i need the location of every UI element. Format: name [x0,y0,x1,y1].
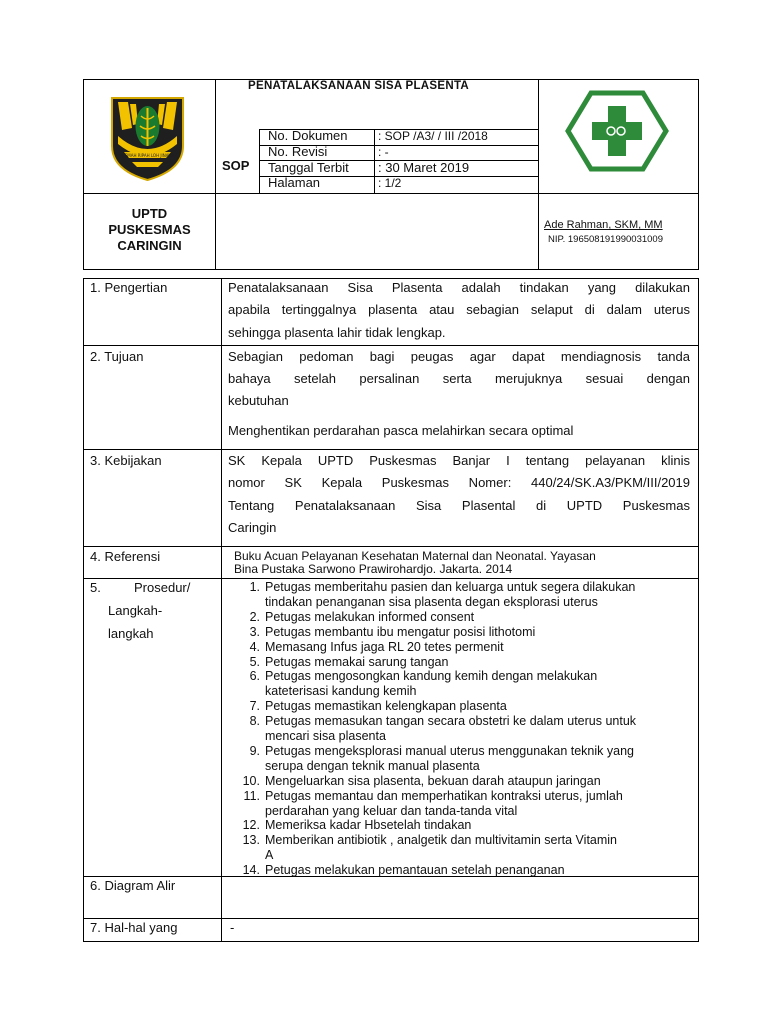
procedure-step-text: Petugas melakukan pemantauan setelah penanganan [265,863,565,878]
procedure-step-number: 5. [249,654,260,669]
org-name-line2: PUSKESMAS [108,222,191,237]
field-value-tanggal-terbit: : 30 Maret 2019 [378,160,470,175]
label-hal-hal: 7. Hal-hal yang [90,920,178,935]
row-separator-3 [83,546,699,547]
label-prosedur-langkah: Langkah- [108,603,163,618]
procedure-step-text: Memasang Infus jaga RL 20 tetes permenit [265,639,504,654]
header-divider-1 [215,79,216,270]
procedure-step-number: 12. [242,818,260,833]
tujuan-line-2: bahaya setelah persalinan serta merujuknya sesuai dengan [228,371,690,386]
procedure-step-number: 1. [249,580,260,594]
procedure-step-number: 9. [249,743,260,758]
body-bottom-border [83,941,699,942]
label-pengertian: 1. Pengertian [90,280,168,295]
pengertian-line-1: Penatalaksanaan Sisa Plasenta adalah tindakan yang dilakukan [228,280,690,295]
label-kebijakan: 3. Kebijakan [90,453,162,468]
label-diagram-alir: 6. Diagram Alir [90,878,176,893]
pengertian-line-2: apabila tertinggalnya plasenta atau sebagian selaput di dalam uterus [228,302,690,317]
row-separator-4 [83,578,699,579]
header-middle-line [83,193,699,194]
body-right-border [698,278,699,942]
regional-logo [108,94,187,182]
row-separator-6 [83,918,699,919]
procedure-step-text: Petugas melakukan informed consent [265,609,475,624]
pengertian-line-3: sehingga plasenta lahir tidak lengkap. [228,325,446,340]
referensi-line-1: Buku Acuan Pelayanan Kesehatan Maternal dan Neonatal. Yayasan [234,549,596,563]
field-label-halaman: Halaman [268,175,321,190]
row-separator-1 [83,345,699,346]
label-prosedur-number: 5. [90,580,101,595]
header-right-border [698,79,699,270]
procedure-step-number: 3. [249,624,260,639]
field-value-no-dokumen: : SOP /A3/ / III /2018 [378,129,488,143]
procedure-step-text: perdarahan yang keluar dan tanda-tanda vital [265,803,518,818]
procedure-step-text: Memeriksa kadar Hbsetelah tindakan [265,818,472,833]
tujuan-line-4: Menghentikan perdarahan pasca melahirkan secara optimal [228,423,574,438]
procedure-step-text: Petugas mengosongkan kandung kemih dengan melakukan [265,669,598,684]
sop-label-divider [259,129,260,193]
procedure-step-text: A [265,848,274,863]
procedure-step-text: tindakan penanganan sisa plasenta degan eksplorasi uterus [265,594,598,609]
procedure-step-number: 8. [249,714,260,729]
procedure-step-number: 10. [242,773,260,788]
sop-label: SOP [222,158,250,173]
body-column-divider [221,278,222,942]
procedure-step-number: 7. [249,699,260,714]
body-left-border [83,278,84,942]
procedure-step-text: Petugas memberitahu pasien dan keluarga untuk segera dilakukan [265,580,636,594]
signer-name: Ade Rahman, SKM, MM [544,219,663,231]
sop-title: PENATALAKSANAAN SISA PLASENTA [248,80,470,92]
org-name [84,206,215,254]
tujuan-line-3: kebutuhan [228,393,289,408]
procedure-step-number: 11. [243,788,260,803]
procedure-step-text: Petugas memastikan kelengkapan plasenta [265,699,507,714]
procedure-step-text: mencari sisa plasenta [265,729,386,743]
label-prosedur: Prosedur/ [134,580,191,595]
procedure-step-number: 13. [242,833,260,848]
kebijakan-line-2: nomor SK Kepala Puskesmas Nomer: 440/24/SK.A3/PKM/III/2019 [228,475,690,490]
fields-value-divider [374,129,375,193]
procedure-step-text: serupa dengan teknik manual plasenta [265,758,480,773]
label-tujuan: 2. Tujuan [90,349,144,364]
procedure-step-text: Petugas memasukan tangan secara obstetri ke dalam uterus untuk [265,714,637,729]
label-prosedur-langkah-2: langkah [108,626,154,641]
field-value-no-revisi: : - [378,145,389,159]
procedure-step-number: 2. [249,609,260,624]
referensi-line-2: Bina Pustaka Sarwono Prawirohardjo. Jakarta. 2014 [234,562,513,576]
field-label-tanggal-terbit: Tanggal Terbit [268,160,349,175]
svg-text:GEMAH RIPAH LOH JINAWI: GEMAH RIPAH LOH JINAWI [121,153,174,158]
row-separator-2 [83,449,699,450]
kebijakan-line-3: Tentang Penatalaksanaan Sisa Plasental di UPTD Puskesmas [228,498,690,513]
kebijakan-line-1: SK Kepala UPTD Puskesmas Banjar I tentang pelayanan klinis [228,453,690,468]
header-divider-2 [538,79,539,270]
procedure-step-text: Petugas memantau dan memperhatikan kontraksi uterus, jumlah [265,788,623,803]
procedure-step-number: 6. [249,669,260,684]
procedure-step-text: Petugas membantu ibu mengatur posisi lithotomi [265,624,536,639]
procedure-step-text: kateterisasi kandung kemih [265,684,417,699]
header-bottom-border [83,269,699,270]
procedure-step-text: Mengeluarkan sisa plasenta, bekuan darah ataupun jaringan [265,773,601,788]
tujuan-line-1: Sebagian pedoman bagi peugas agar dapat mendiagnosis tanda [228,349,690,364]
procedure-step-number: 4. [249,639,260,654]
field-label-no-revisi: No. Revisi [268,144,328,159]
procedure-step-number: 14. [242,863,260,878]
field-label-no-dokumen: No. Dokumen [268,128,348,143]
hal-hal-value: - [230,920,235,935]
procedure-step-text: Petugas memakai sarung tangan [265,654,449,669]
procedure-step-text: Petugas mengeksplorasi manual uterus menggunakan teknik yang [265,743,634,758]
body-top-border [83,278,699,279]
signer-nip: NIP. 196508191990031009 [548,234,663,245]
org-name-line3: CARINGIN [117,238,182,253]
procedure-step-text: Memberikan antibiotik , analgetik dan multivitamin serta Vitamin [265,833,618,848]
field-value-halaman: : 1/2 [378,176,402,190]
kebijakan-line-4: Caringin [228,520,277,535]
puskesmas-logo [565,90,669,172]
org-name-line1: UPTD [131,206,168,221]
label-referensi: 4. Referensi [90,549,161,564]
